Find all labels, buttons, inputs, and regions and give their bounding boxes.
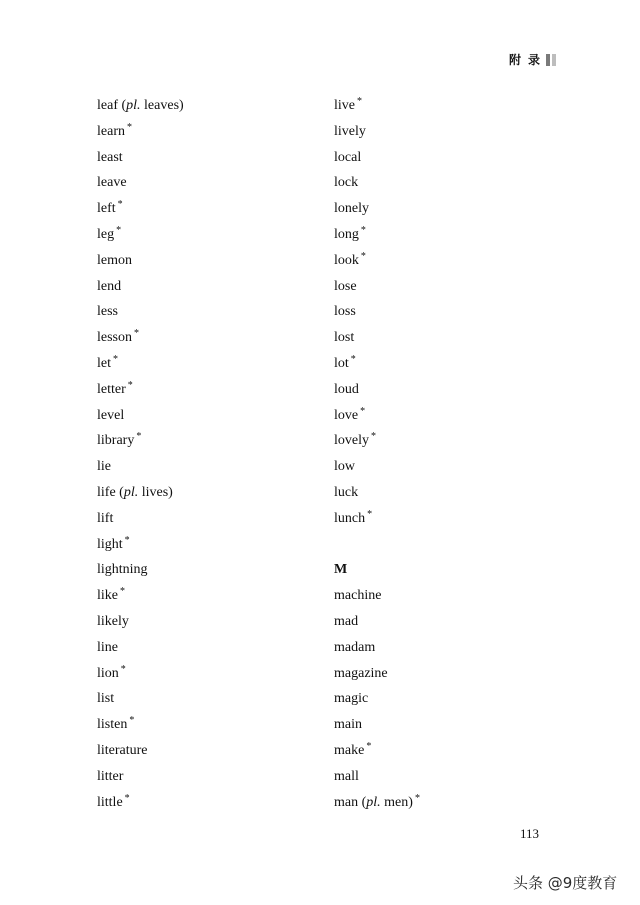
word-text: local [334,149,362,165]
word-text: lot [334,355,349,371]
word-text: lunch [334,510,366,526]
word-text: likely [97,613,129,629]
required-star-mark: * [120,663,126,675]
word-entry [97,377,184,403]
word-entry [334,325,420,351]
word-text: lion [97,665,119,681]
word-entry [334,609,420,635]
word-text: light [97,536,123,552]
word-text: line [97,639,118,655]
word-text: man [334,794,359,810]
word-text: low [334,459,355,475]
word-text: mall [334,768,359,784]
word-text: least [97,149,123,165]
required-star-mark: * [360,405,366,417]
word-text: let [97,355,111,371]
plural-form: leaves [144,98,180,113]
watermark: 头条 @9度教育 [513,874,618,892]
paren-close: ) [168,484,173,500]
header-dark-bar [546,54,550,66]
required-star-mark: * [124,792,130,804]
word-text: life [97,484,116,500]
right-word-column [334,93,420,815]
word-entry [334,635,420,661]
word-entry [334,248,420,274]
word-text: lemon [97,252,132,268]
required-star-mark: * [117,199,123,211]
required-star-mark: * [366,740,372,752]
word-entry [97,299,184,325]
required-star-mark: * [136,431,142,443]
word-text: lonely [334,201,369,217]
word-text: madam [334,639,376,655]
required-star-mark: * [367,508,373,520]
word-text: listen [97,717,128,733]
word-text: lost [334,330,355,346]
word-entry [334,403,420,429]
word-entry [97,609,184,635]
word-text: list [97,691,115,707]
required-star-mark: * [129,715,135,727]
required-star-mark: * [360,250,366,262]
required-star-mark: * [126,121,132,133]
word-entry [334,145,420,171]
word-text: magazine [334,665,388,681]
required-star-mark: * [120,586,125,598]
paren-open: ( [115,484,124,500]
left-word-column [97,93,184,815]
required-star-mark: * [116,224,122,236]
word-entry [97,661,184,687]
word-entry [97,196,184,222]
word-text: luck [334,484,359,500]
word-entry [97,403,184,429]
required-star-mark: * [350,353,356,365]
page-number: 113 [520,826,540,841]
word-text: make [334,742,365,758]
plural-abbr: pl. [126,98,141,113]
word-text: M [334,562,348,578]
header-title: 附 录 [509,53,543,67]
word-entry [334,222,420,248]
word-entry [334,790,420,816]
word-entry [334,480,420,506]
word-entry [334,454,420,480]
word-text: lively [334,123,366,139]
required-star-mark: * [371,431,376,443]
plural-abbr: pl. [366,794,381,810]
word-entry [97,506,184,532]
word-text: main [334,717,362,733]
word-entry [97,274,184,300]
word-entry [334,583,420,609]
word-entry [334,170,420,196]
word-text: machine [334,588,382,604]
word-entry [97,532,184,558]
word-entry [97,351,184,377]
word-text: loud [334,381,359,397]
word-text: leg [97,226,115,242]
plural-abbr: pl. [123,484,139,500]
paren-close: ) [179,98,184,113]
word-text: lend [97,278,122,294]
required-star-mark: * [414,792,420,804]
header-light-bar [552,54,556,66]
word-text: lie [97,459,111,475]
word-text: like [97,588,118,604]
word-entry [97,222,184,248]
word-entry [97,764,184,790]
word-text: lock [334,175,359,191]
word-text: mad [334,613,359,629]
word-entry [97,712,184,738]
word-entry [334,196,420,222]
word-text: look [334,252,359,268]
word-entry [97,93,184,119]
word-entry [97,686,184,712]
word-entry [334,351,420,377]
required-star-mark: * [113,353,118,365]
word-text: lose [334,278,357,294]
word-text: litter [97,768,124,784]
plural-form: lives [141,484,169,500]
word-entry [97,170,184,196]
word-entry [334,93,420,119]
word-text: left [97,201,116,217]
word-text: lift [97,510,114,526]
paren-close: ) [408,794,413,810]
word-entry [334,377,420,403]
word-text: leaf [97,98,118,113]
word-text: live [334,98,355,113]
word-entry [334,764,420,790]
word-entry [334,738,420,764]
required-star-mark: * [124,534,130,546]
word-text: long [334,226,359,242]
required-star-mark: * [127,379,133,391]
word-entry [334,661,420,687]
word-text: lightning [97,562,148,578]
word-text: little [97,794,123,810]
word-text: loss [334,304,356,320]
word-text: magic [334,691,369,707]
word-entry [97,583,184,609]
word-text: leave [97,175,127,191]
word-text: library [97,433,135,449]
word-text: level [97,407,125,423]
letter-heading [334,557,420,583]
word-text: learn [97,123,125,139]
word-text: letter [97,381,126,397]
word-entry [334,119,420,145]
word-entry [97,738,184,764]
word-entry [97,325,184,351]
word-entry [334,274,420,300]
word-entry [97,428,184,454]
word-entry [334,532,420,558]
word-text: love [334,407,359,423]
word-entry [97,145,184,171]
word-entry [97,557,184,583]
word-entry [334,506,420,532]
word-text: literature [97,742,148,758]
section-header [509,51,556,68]
paren-open: ( [358,794,367,810]
required-star-mark: * [357,96,362,107]
word-text: lovely [334,433,369,449]
word-entry [97,635,184,661]
word-text: lesson [97,330,132,346]
required-star-mark: * [134,328,139,340]
word-entry [334,299,420,325]
paren-open: ( [117,98,127,113]
word-entry [334,712,420,738]
word-text: less [97,304,118,320]
required-star-mark: * [360,224,366,236]
plural-form: men [384,794,409,810]
word-entry [97,248,184,274]
word-entry [97,790,184,816]
word-entry [97,454,184,480]
word-entry [334,428,420,454]
word-entry [334,686,420,712]
word-entry [97,119,184,145]
word-entry [97,480,184,506]
